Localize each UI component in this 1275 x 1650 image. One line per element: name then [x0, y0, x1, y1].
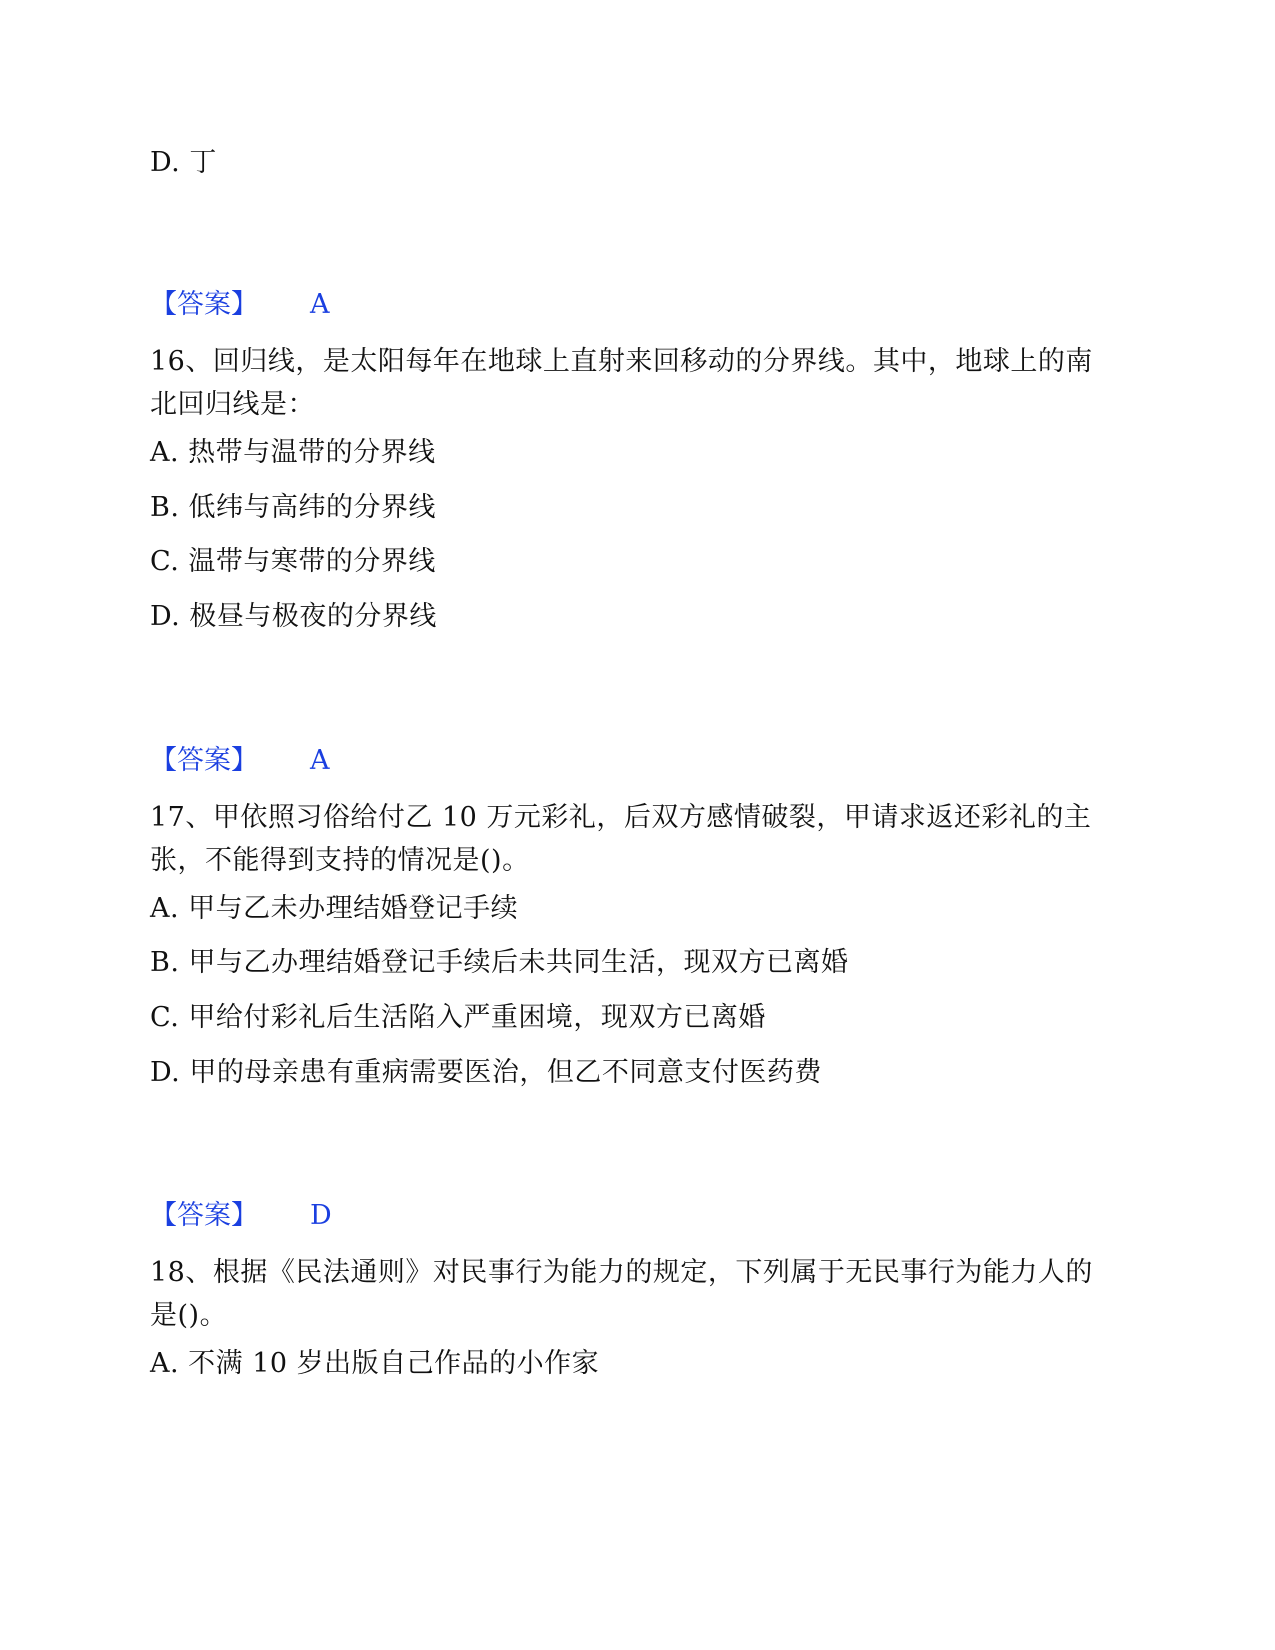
question-18-stem: 18、根据《民法通则》对民事行为能力的规定，下列属于无民事行为能力人的是()。 — [150, 1257, 1093, 1331]
q17-option-a: A. 甲与乙未办理结婚登记手续 — [150, 893, 519, 924]
answer-value: A — [310, 745, 330, 776]
q16-answer-line — [150, 744, 330, 778]
answer-value: D — [310, 1200, 332, 1231]
answer-label: 【答案】 — [150, 1200, 258, 1231]
question-16-stem: 16、回归线，是太阳每年在地球上直射来回移动的分界线。其中，地球上的南北回归线是： — [150, 346, 1093, 420]
answer-label: 【答案】 — [150, 289, 258, 320]
q16-option-d: D. 极昼与极夜的分界线 — [150, 601, 437, 632]
answer-label: 【答案】 — [150, 745, 258, 776]
q17-option-d: D. 甲的母亲患有重病需要医治，但乙不同意支付医药费 — [150, 1057, 822, 1088]
q16-option-a: A. 热带与温带的分界线 — [150, 437, 436, 468]
q17-option-b: B. 甲与乙办理结婚登记手续后未共同生活，现双方已离婚 — [150, 947, 849, 978]
prev-option-d: D. 丁 — [150, 147, 217, 178]
question-17-stem: 17、甲依照习俗给付乙 10 万元彩礼，后双方感情破裂，甲请求返还彩礼的主张，不能得到支持的情况是()。 — [150, 802, 1092, 876]
q16-option-c: C. 温带与寒带的分界线 — [150, 546, 436, 577]
answer-line — [150, 288, 330, 322]
q17-option-c: C. 甲给付彩礼后生活陷入严重困境，现双方已离婚 — [150, 1002, 766, 1033]
answer-value: A — [310, 289, 330, 320]
q17-answer-line — [150, 1199, 332, 1233]
q16-option-b: B. 低纬与高纬的分界线 — [150, 492, 437, 523]
q18-option-a: A. 不满 10 岁出版自己作品的小作家 — [150, 1348, 600, 1379]
